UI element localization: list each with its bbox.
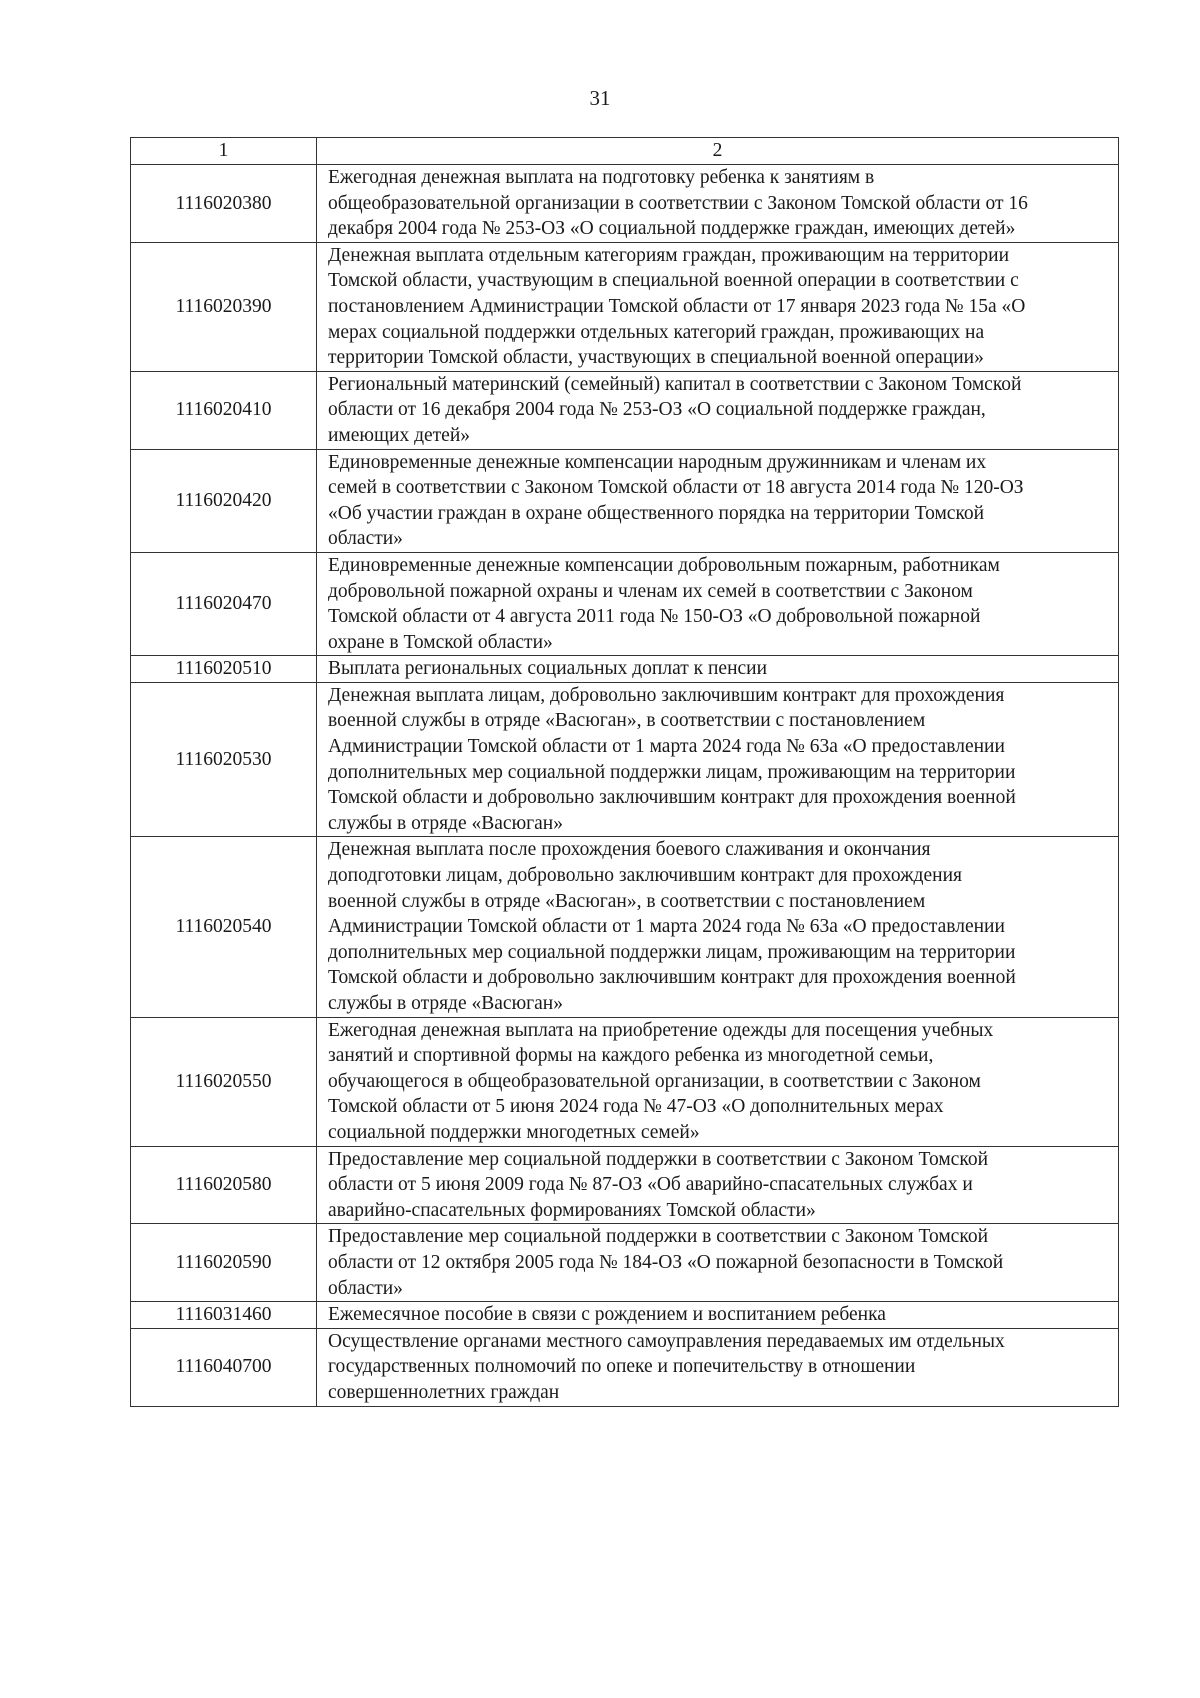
row-description xyxy=(317,682,1119,837)
row-code: 1116020510 xyxy=(131,656,317,683)
table-row xyxy=(131,1017,1119,1146)
description-line: занятий и спортивной формы на каждого ребенка из многодетной семьи, xyxy=(328,1045,934,1067)
description-line: службы в отряде «Васюган» xyxy=(328,993,563,1014)
row-description xyxy=(317,1302,1119,1329)
table-row xyxy=(131,449,1119,552)
table-row xyxy=(131,1224,1119,1302)
table-row xyxy=(131,371,1119,449)
row-description xyxy=(317,656,1119,683)
table-body xyxy=(131,165,1119,1407)
description-line: области от 5 июня 2009 года № 87-ОЗ «Об аварийно-спасательных службах и xyxy=(328,1174,973,1196)
description-line: области» xyxy=(328,528,403,550)
description-line: Региональный материнский (семейный) капитал в соответствии с Законом Томской xyxy=(328,373,1022,395)
description-line: Предоставление мер социальной поддержки в соответствии с Законом Томской xyxy=(328,1148,989,1170)
description-line: военной службы в отряде «Васюган», в соответствии с постановлением xyxy=(328,890,926,912)
row-description xyxy=(317,1146,1119,1224)
description-line: военной службы в отряде «Васюган», в соответствии с постановлением xyxy=(328,710,926,732)
column-header-code: 1 xyxy=(131,138,317,165)
description-line: государственных полномочий по опеке и попечительству в отношении xyxy=(328,1356,916,1378)
row-description xyxy=(317,242,1119,371)
description-line: Томской области и добровольно заключившим контракт для прохождения военной xyxy=(328,787,1016,809)
table-row xyxy=(131,1146,1119,1224)
description-line: совершеннолетних граждан xyxy=(328,1381,560,1403)
row-description xyxy=(317,552,1119,655)
row-description xyxy=(317,1224,1119,1302)
description-line: службы в отряде «Васюган» xyxy=(328,812,563,834)
description-line: Денежная выплата лицам, добровольно заключившим контракт для прохождения xyxy=(328,684,1005,706)
table-row xyxy=(131,1302,1119,1329)
table-row xyxy=(131,242,1119,371)
row-code: 1116020550 xyxy=(131,1017,317,1146)
row-code: 1116040700 xyxy=(131,1328,317,1406)
table-row xyxy=(131,165,1119,243)
description-line: области от 16 декабря 2004 года № 253-ОЗ «О социальной поддержке граждан, xyxy=(328,399,986,421)
description-line: Выплата региональных социальных доплат к пенсии xyxy=(328,658,768,680)
description-line: Томской области от 4 августа 2011 года № 150-ОЗ «О добровольной пожарной xyxy=(328,606,981,628)
row-code: 1116031460 xyxy=(131,1302,317,1329)
row-code: 1116020540 xyxy=(131,837,317,1017)
description-line: добровольной пожарной охраны и членам их семей в соответствии с Законом xyxy=(328,580,973,602)
row-description xyxy=(317,371,1119,449)
table-row xyxy=(131,682,1119,837)
description-line: дополнительных мер социальной поддержки лицам, проживающим на территории xyxy=(328,941,1016,963)
description-line: декабря 2004 года № 253-ОЗ «О социальной поддержке граждан, имеющих детей» xyxy=(328,218,1016,240)
column-header-description: 2 xyxy=(317,138,1119,165)
description-line: доподготовки лицам, добровольно заключившим контракт для прохождения xyxy=(328,865,962,887)
description-line: Ежемесячное пособие в связи с рождением и воспитанием ребенка xyxy=(328,1304,886,1326)
description-line: Ежегодная денежная выплата на приобретение одежды для посещения учебных xyxy=(328,1019,994,1041)
row-code: 1116020410 xyxy=(131,371,317,449)
row-description xyxy=(317,165,1119,243)
description-line: Томской области и добровольно заключившим контракт для прохождения военной xyxy=(328,967,1016,989)
description-line: обучающегося в общеобразовательной организации, в соответствии с Законом xyxy=(328,1070,981,1092)
description-line: Томской области от 5 июня 2024 года № 47-ОЗ «О дополнительных мерах xyxy=(328,1096,944,1118)
row-code: 1116020470 xyxy=(131,552,317,655)
description-line: Ежегодная денежная выплата на подготовку ребенка к занятиям в xyxy=(328,167,875,188)
description-line: аварийно-спасательных формированиях Томской области» xyxy=(328,1199,816,1221)
row-description xyxy=(317,1017,1119,1146)
description-line: области» xyxy=(328,1277,403,1299)
row-code: 1116020580 xyxy=(131,1146,317,1224)
table-row xyxy=(131,1328,1119,1406)
description-line: Предоставление мер социальной поддержки в соответствии с Законом Томской xyxy=(328,1226,989,1248)
row-code: 1116020380 xyxy=(131,165,317,243)
table-row xyxy=(131,656,1119,683)
description-line: Администрации Томской области от 1 марта 2024 года № 63а «О предоставлении xyxy=(328,736,1005,758)
description-line: социальной поддержки многодетных семей» xyxy=(328,1121,700,1143)
description-line: области от 12 октября 2005 года № 184-ОЗ «О пожарной безопасности в Томской xyxy=(328,1251,1004,1273)
description-line: постановлением Администрации Томской области от 17 января 2023 года № 15а «О xyxy=(328,295,1026,317)
table-row xyxy=(131,837,1119,1017)
row-description xyxy=(317,449,1119,552)
description-line: территории Томской области, участвующих в специальной военной операции» xyxy=(328,347,984,369)
page-number: 31 xyxy=(589,86,611,110)
budget-codes-table xyxy=(130,137,1119,1407)
table-header-row xyxy=(131,138,1119,165)
description-line: Осуществление органами местного самоуправления передаваемых им отдельных xyxy=(328,1330,1005,1352)
description-line: дополнительных мер социальной поддержки лицам, проживающим на территории xyxy=(328,761,1016,783)
description-line: Единовременные денежные компенсации добровольным пожарным, работникам xyxy=(328,554,1000,576)
description-line: Денежная выплата отдельным категориям граждан, проживающим на территории xyxy=(328,244,1010,266)
description-line: семей в соответствии с Законом Томской области от 18 августа 2014 года № 120-ОЗ xyxy=(328,477,1024,499)
description-line: Единовременные денежные компенсации народным дружинникам и членам их xyxy=(328,451,987,473)
row-code: 1116020590 xyxy=(131,1224,317,1302)
row-description xyxy=(317,1328,1119,1406)
description-line: Томской области, участвующим в специальной военной операции в соответствии с xyxy=(328,270,1019,292)
description-line: Денежная выплата после прохождения боевого слаживания и окончания xyxy=(328,839,931,861)
row-code: 1116020420 xyxy=(131,449,317,552)
description-line: «Об участии граждан в охране общественного порядка на территории Томской xyxy=(328,502,985,524)
row-description xyxy=(317,837,1119,1017)
row-code: 1116020390 xyxy=(131,242,317,371)
description-line: охране в Томской области» xyxy=(328,631,553,653)
description-line: общеобразовательной организации в соответствии с Законом Томской области от 16 xyxy=(328,192,1028,214)
description-line: имеющих детей» xyxy=(328,424,471,446)
description-line: мерах социальной поддержки отдельных категорий граждан, проживающих на xyxy=(328,321,985,343)
description-line: Администрации Томской области от 1 марта 2024 года № 63а «О предоставлении xyxy=(328,916,1005,938)
table-row xyxy=(131,552,1119,655)
row-code: 1116020530 xyxy=(131,682,317,837)
